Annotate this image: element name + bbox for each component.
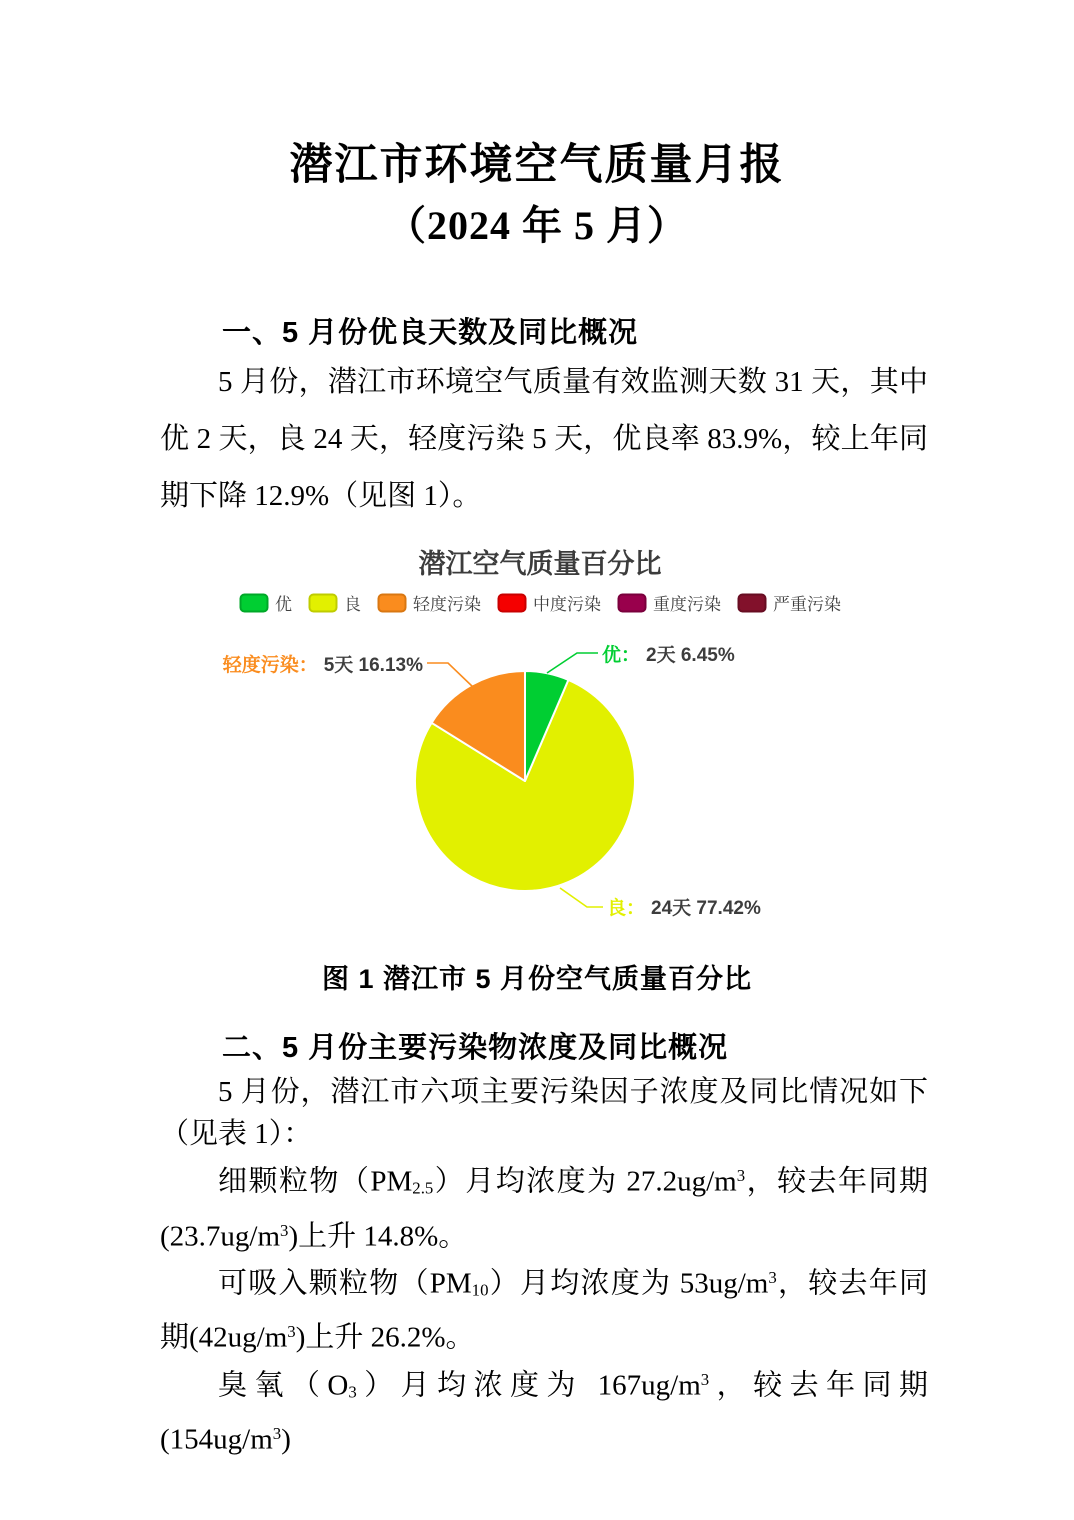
leader-line-good [560,888,603,907]
legend-label: 轻度污染 [413,595,481,614]
callout-excellent-name: 优： [602,645,641,666]
callout-excellent [602,640,735,667]
chart-title: 潜江空气质量百分比 [418,549,662,579]
ozone-subscript: 3 [348,1382,357,1402]
callout-light-value: 5天 16.13% [323,655,423,676]
callout-light-name: 轻度污染： [222,655,318,676]
section1-paragraph [160,354,928,525]
section1-paragraph-text: 5 月份，潜江市环境空气质量有效监测天数 31 天，其中优 2 天，良 24 天，轻度污染 5 天，优良率 83.9%，较上年同期下降 12.9%（见图 1）。 [160,366,928,512]
section2-body [160,1071,928,1461]
report-title-line1: 潜江市环境空气质量月报 [289,142,785,189]
ozone-paragraph: 臭氧$(O_3)$月均浓度为 $167ug/m^3$，较去年同期$(154ug/m^3)$ [160,1368,928,1456]
pm25-subscript: 2.5 [412,1178,434,1198]
section2-heading: 二、5 月份主要污染物浓度及同比概况 [222,1032,729,1064]
cubic-superscript: 3 [280,1220,289,1240]
legend-label: 严重污染 [773,595,841,614]
leader-line-light-pollution [427,663,474,688]
cubic-superscript: 3 [736,1166,746,1185]
cubic-superscript: 3 [768,1267,777,1287]
pm10-subscript: 10 [471,1280,489,1300]
legend-label: 中度污染 [533,595,601,614]
callout-good-value: 24天 77.42% [651,898,761,919]
callout-light-pollution [190,650,423,677]
pm25-paragraph: 细颗粒物$(PM_{2.5})$月均浓度为 $27.2ug/m^3$，较去年同期$(23.7ug/m^3)$上升 14.8%。 [160,1165,928,1252]
air-quality-pie-figure [190,538,890,950]
legend-label: 良 [344,595,361,614]
cubic-superscript: 3 [287,1322,296,1342]
report-title-line2: （2024 年 5 月） [386,203,688,248]
cubic-superscript: 3 [700,1369,710,1389]
cubic-superscript: 3 [272,1424,282,1444]
pie-chart [190,538,890,950]
section1-heading: 一、5 月份优良天数及同比概况 [222,317,639,349]
pm10-paragraph: 可吸入颗粒物$(PM_{10})$月均浓度为 $53ug/m^3$，较去年同期$(42ug/m^3)$上升 26.2%。 [160,1267,928,1354]
leader-line-excellent [547,653,598,673]
legend-label: 优 [275,595,292,614]
callout-excellent-value: 2天 6.45% [646,645,735,666]
callout-good [607,893,761,920]
figure1-caption: 图 1 潜江市 5 月份空气质量百分比 [321,964,753,994]
section2-intro: 5 月份，潜江市六项主要污染因子浓度及同比情况如下（见表 1）： [160,1076,928,1150]
legend-label: 重度污染 [653,595,721,614]
callout-good-name: 良： [607,898,646,919]
